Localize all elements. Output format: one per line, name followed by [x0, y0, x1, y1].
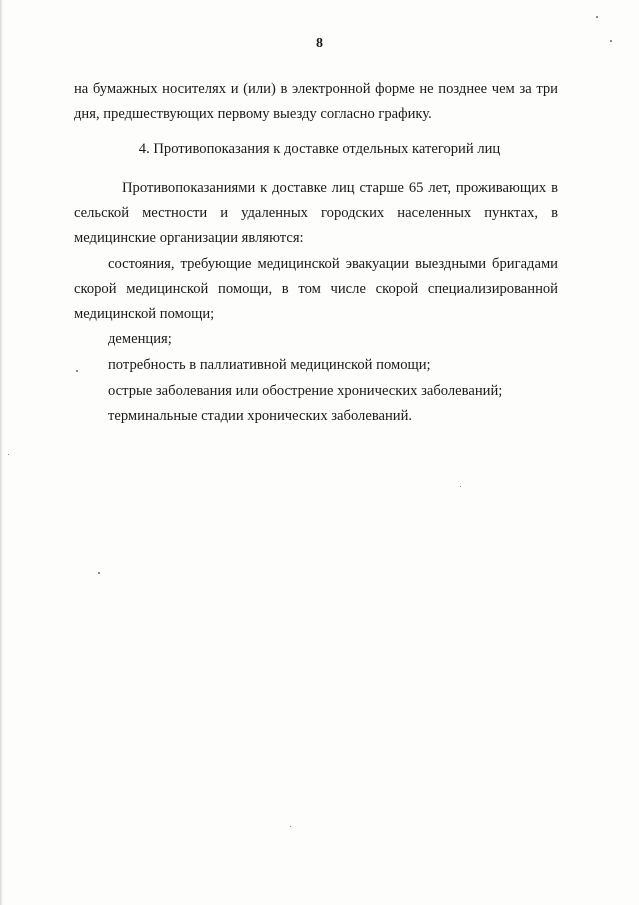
scan-speck — [596, 16, 598, 18]
scan-speck — [290, 826, 291, 827]
scan-speck — [76, 370, 78, 372]
scan-speck — [460, 486, 461, 487]
continuation-paragraph: на бумажных носителях и (или) в электронной форме не позднее чем за три дня, предшествующих первому выезду согласно графику. — [74, 81, 558, 122]
scan-speck — [610, 40, 612, 42]
list-item-dementia: деменция; — [108, 331, 172, 347]
contraindications-intro-paragraph: Противопоказаниями к доставке лиц старше 65 лет, проживающих в сельской местности и удаленных городских населенных пунктах, в медицинские организации являются: — [74, 180, 558, 246]
list-item-emergency-states: состояния, требующие медицинской эвакуации выездными бригадами скорой медицинской помощи, в том числе скорой специализированной медицинской помощи; — [74, 256, 558, 322]
list-item-acute-diseases: острые заболевания или обострение хронических заболеваний; — [108, 383, 503, 399]
scan-speck — [8, 454, 9, 455]
scan-speck — [98, 572, 100, 574]
scan-edge-shadow — [0, 0, 3, 905]
list-item-terminal-stages: терминальные стадии хронических заболеваний. — [108, 408, 413, 424]
list-item-palliative-care: потребность в паллиативной медицинской помощи; — [108, 357, 431, 373]
page-number: 8 — [316, 36, 323, 51]
section-heading: 4. Противопоказания к доставке отдельных категорий лиц — [138, 141, 501, 157]
